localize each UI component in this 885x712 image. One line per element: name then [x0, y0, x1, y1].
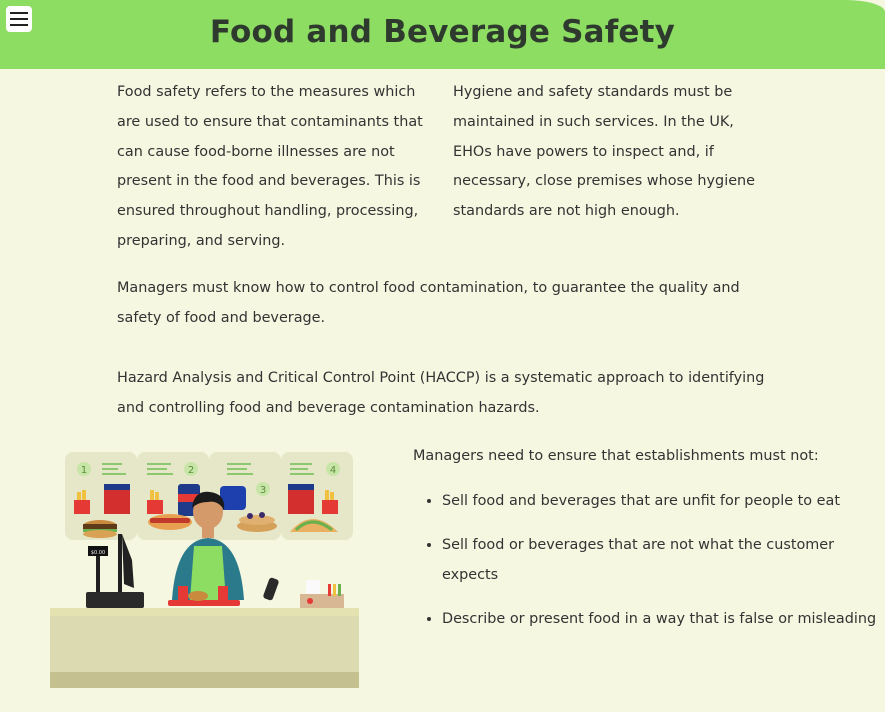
menu-number-3: 3 [259, 485, 267, 496]
cash-register [86, 534, 144, 608]
list-item: • Sell food and beverages that are unfit for people to eat [442, 486, 882, 517]
menu-board-1 [65, 452, 137, 540]
haccp-paragraph: Hazard Analysis and Critical Control Point (HACCP) is a systematic approach to identifying and controlling food and beverage contamination hazards. [117, 370, 765, 416]
restrictions-list [413, 486, 882, 647]
list-item: • Describe or present food in a way that is false or misleading [442, 604, 882, 635]
menu-number-1: 1 [80, 465, 88, 476]
menu-number-4: 4 [329, 465, 337, 476]
register-display: $0.00 [90, 550, 106, 556]
fast-food-counter-illustration [50, 450, 362, 690]
menu-number-2: 2 [187, 465, 195, 476]
food-safety-paragraph: Food safety refers to the measures which are used to ensure that contaminants that can cause food-borne illnesses are not present in the food and beverages. This is ensured throughout handling, processing, preparing, and serving. [117, 84, 423, 249]
list-item: • Sell food or beverages that are not what the customer expects [442, 530, 882, 591]
service-counter [50, 608, 359, 688]
card-machine [263, 577, 280, 601]
napkin-holder [300, 580, 344, 608]
hygiene-paragraph: Hygiene and safety standards must be maintained in such services. In the UK, EHOs have powers to inspect and, if necessary, close premises whose hygiene standards are not high enough. [453, 84, 756, 220]
list-intro: Managers need to ensure that establishments must not: [413, 448, 819, 464]
menu-board-4 [281, 452, 353, 540]
page-header [0, 0, 885, 69]
page-title: Food and Beverage Safety [209, 14, 676, 50]
managers-paragraph: Managers must know how to control food contamination, to guarantee the quality and safety of food and beverage. [117, 280, 740, 326]
